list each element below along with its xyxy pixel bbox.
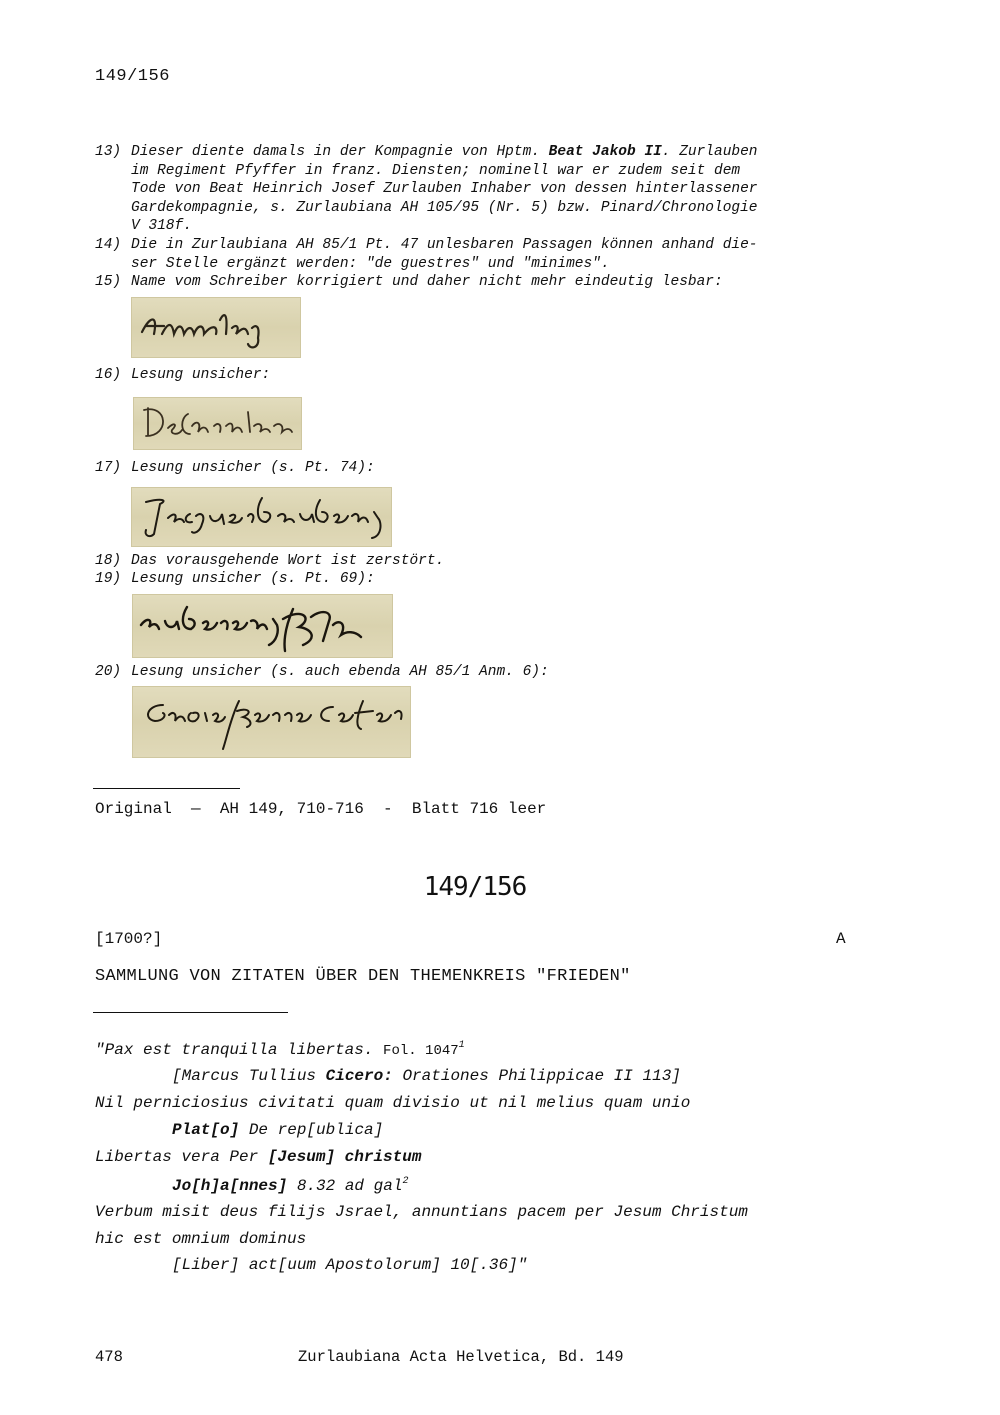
footnote-13: 13) Dieser diente damals in der Kompagnie von Hptm. Beat Jakob II. Zurlauben im Regiment Pfyffer in franz. Diensten; nominell war er zudem seit dem Tode von Beat Heinrich Josef Zurlauben Inhaber von dessen hinterlassener Gardekompagnie, s. Zurlaubiana AH 105/95 (Nr. 5) bzw. Pinard/Chronologie V 318f. xyxy=(95,143,875,236)
footnote-15: 15) Name vom Schreiber korrigiert und daher nicht mehr eindeutig lesbar: xyxy=(95,274,723,290)
footnote-separator xyxy=(93,788,240,789)
footnote-16: 16) Lesung unsicher: xyxy=(95,367,271,383)
title-separator xyxy=(93,1012,288,1013)
quote-3-source: Jo[h]a[nnes] 8.32 ad gal$^2$ xyxy=(172,1176,409,1195)
quote-4-line-1: Verbum misit deus filijs Jsrael, annuntians pacem per Jesum Christum xyxy=(95,1203,748,1221)
footnote-14: 14) Die in Zurlaubiana AH 85/1 Pt. 47 unlesbaren Passagen können anhand die- ser Stelle ergänzt werden: "de guestres" und "minimes". xyxy=(95,237,758,272)
handwriting-scan-16 xyxy=(133,397,302,450)
quote-1-source: [Marcus Tullius Cicero: Orationes Philippicae II 113] xyxy=(172,1067,681,1085)
footnote-text: Dieser diente damals in der Kompagnie von Hptm. Beat Jakob II. Zurlauben xyxy=(131,144,758,160)
publication-title: Zurlaubiana Acta Helvetica, Bd. 149 xyxy=(298,1348,624,1366)
document-number: 149/156 xyxy=(423,872,527,902)
document-type-letter: A xyxy=(836,930,846,948)
original-reference: Original — AH 149, 710-716 - Blatt 716 leer xyxy=(95,800,547,818)
footnote-20: 20) Lesung unsicher (s. auch ebenda AH 85/1 Anm. 6): xyxy=(95,664,549,680)
handwriting-scan-19 xyxy=(132,594,393,658)
running-header: 149/156 xyxy=(95,67,170,86)
footnote-19: 19) Lesung unsicher (s. Pt. 69): xyxy=(95,571,375,587)
footnote-18: 18) Das vorausgehende Wort ist zerstört. xyxy=(95,553,445,569)
document-date: [1700?] xyxy=(95,930,163,948)
person-name: Beat Jakob II xyxy=(548,144,662,160)
quote-1: "Pax est tranquilla libertas. Fol. 1047$^1$ xyxy=(95,1040,465,1059)
footnote-number: 13) xyxy=(95,144,122,160)
quote-3: Libertas vera Per [Jesum] christum xyxy=(95,1148,422,1166)
document-title: SAMMLUNG VON ZITATEN ÜBER DEN THEMENKREIS "FRIEDEN" xyxy=(95,967,631,986)
handwriting-scan-17 xyxy=(131,487,392,547)
quote-4-line-2: hic est omnium dominus xyxy=(95,1230,307,1248)
handwriting-scan-15 xyxy=(131,297,301,358)
handwriting-scan-20 xyxy=(132,686,411,758)
quote-2-source: Plat[o] De rep[ublica] xyxy=(172,1121,384,1139)
quote-4-source: [Liber] act[uum Apostolorum] 10[.36]" xyxy=(172,1256,528,1274)
footnote-17: 17) Lesung unsicher (s. Pt. 74): xyxy=(95,460,375,476)
page-number: 478 xyxy=(95,1348,123,1366)
quote-2: Nil perniciosius civitati quam divisio ut nil melius quam unio xyxy=(95,1094,691,1112)
